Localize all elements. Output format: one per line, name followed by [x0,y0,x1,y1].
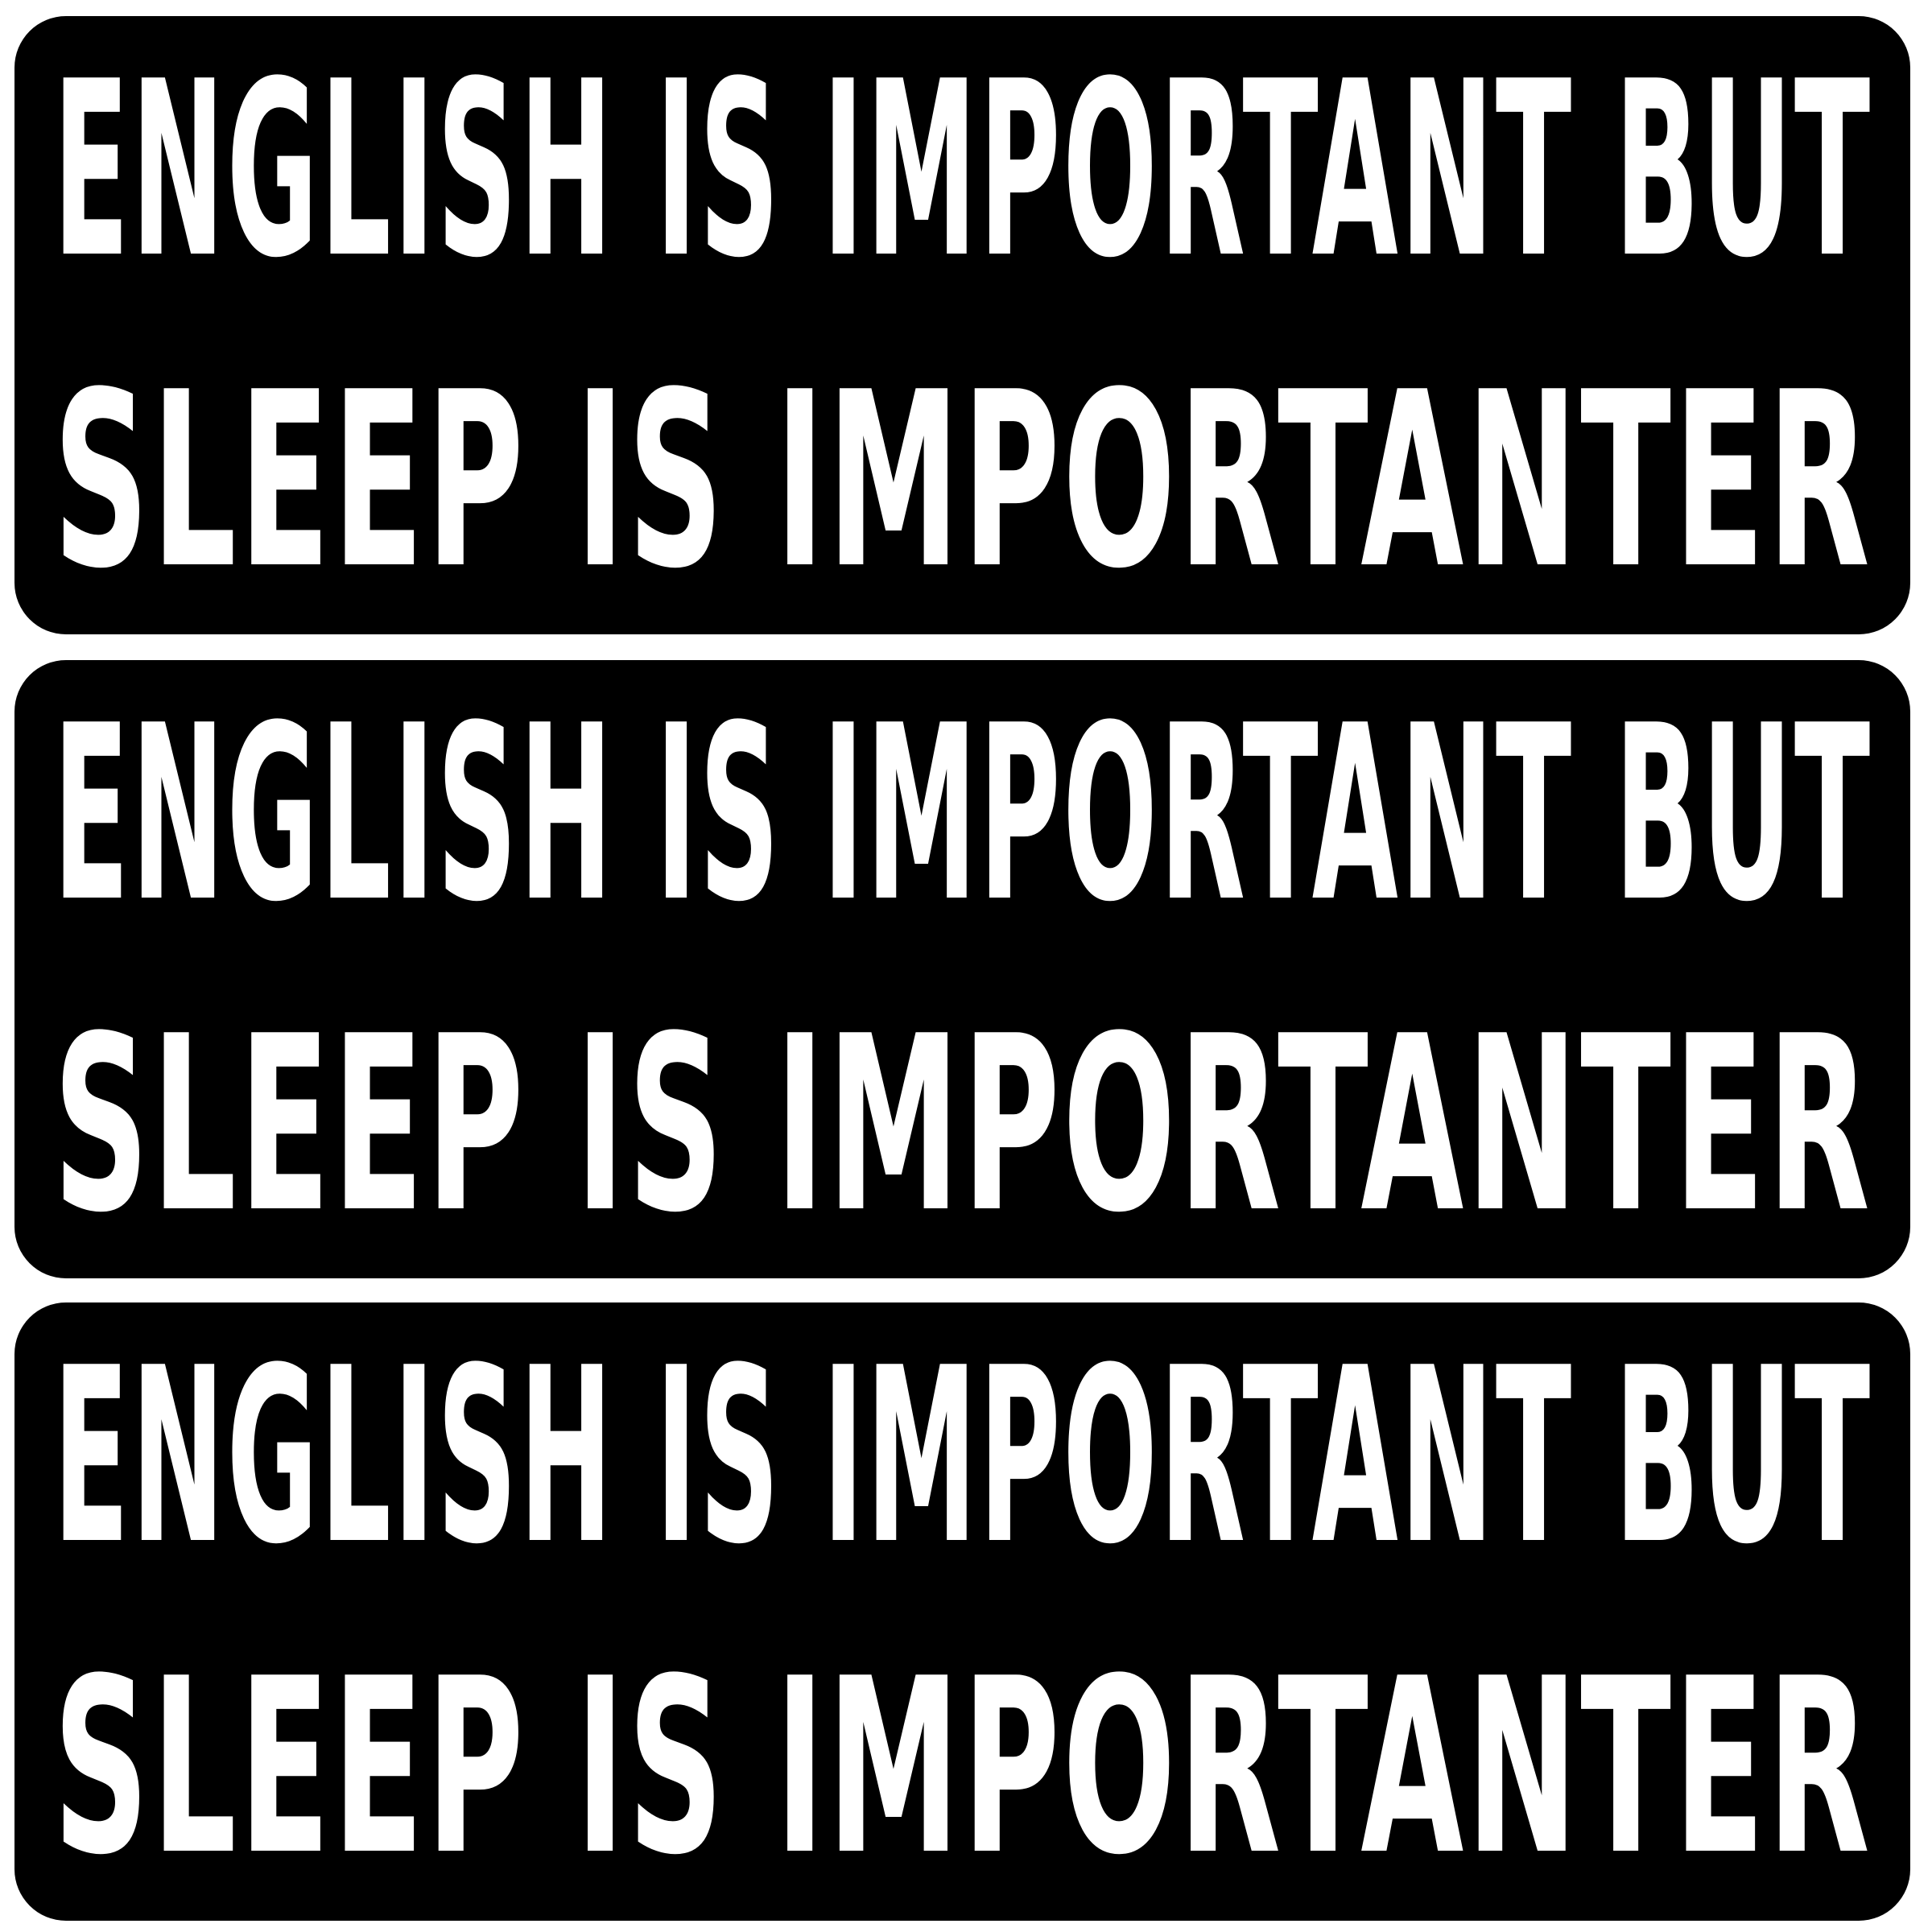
sticker-line-bottom [53,1647,1872,1889]
sticker-line-top [53,694,1872,935]
sticker-text-line-1: ENGLISH IS IMPORTANT BUT [53,694,1872,935]
sticker-text-line-2: SLEEP IS IMPORTANTER [53,1005,1872,1246]
sticker-line-bottom [53,361,1872,602]
sticker-line-top [53,50,1872,291]
sticker-line-top [53,1336,1872,1578]
sticker-2 [14,660,1910,1278]
sticker-line-bottom [53,1005,1872,1246]
sticker-text-line-1: ENGLISH IS IMPORTANT BUT [53,50,1872,291]
sticker-text-line-2: SLEEP IS IMPORTANTER [53,1647,1872,1889]
sticker-text-line-2: SLEEP IS IMPORTANTER [53,361,1872,602]
sticker-1 [14,16,1910,634]
sticker-text-line-1: ENGLISH IS IMPORTANT BUT [53,1336,1872,1578]
sticker-3 [14,1302,1910,1921]
